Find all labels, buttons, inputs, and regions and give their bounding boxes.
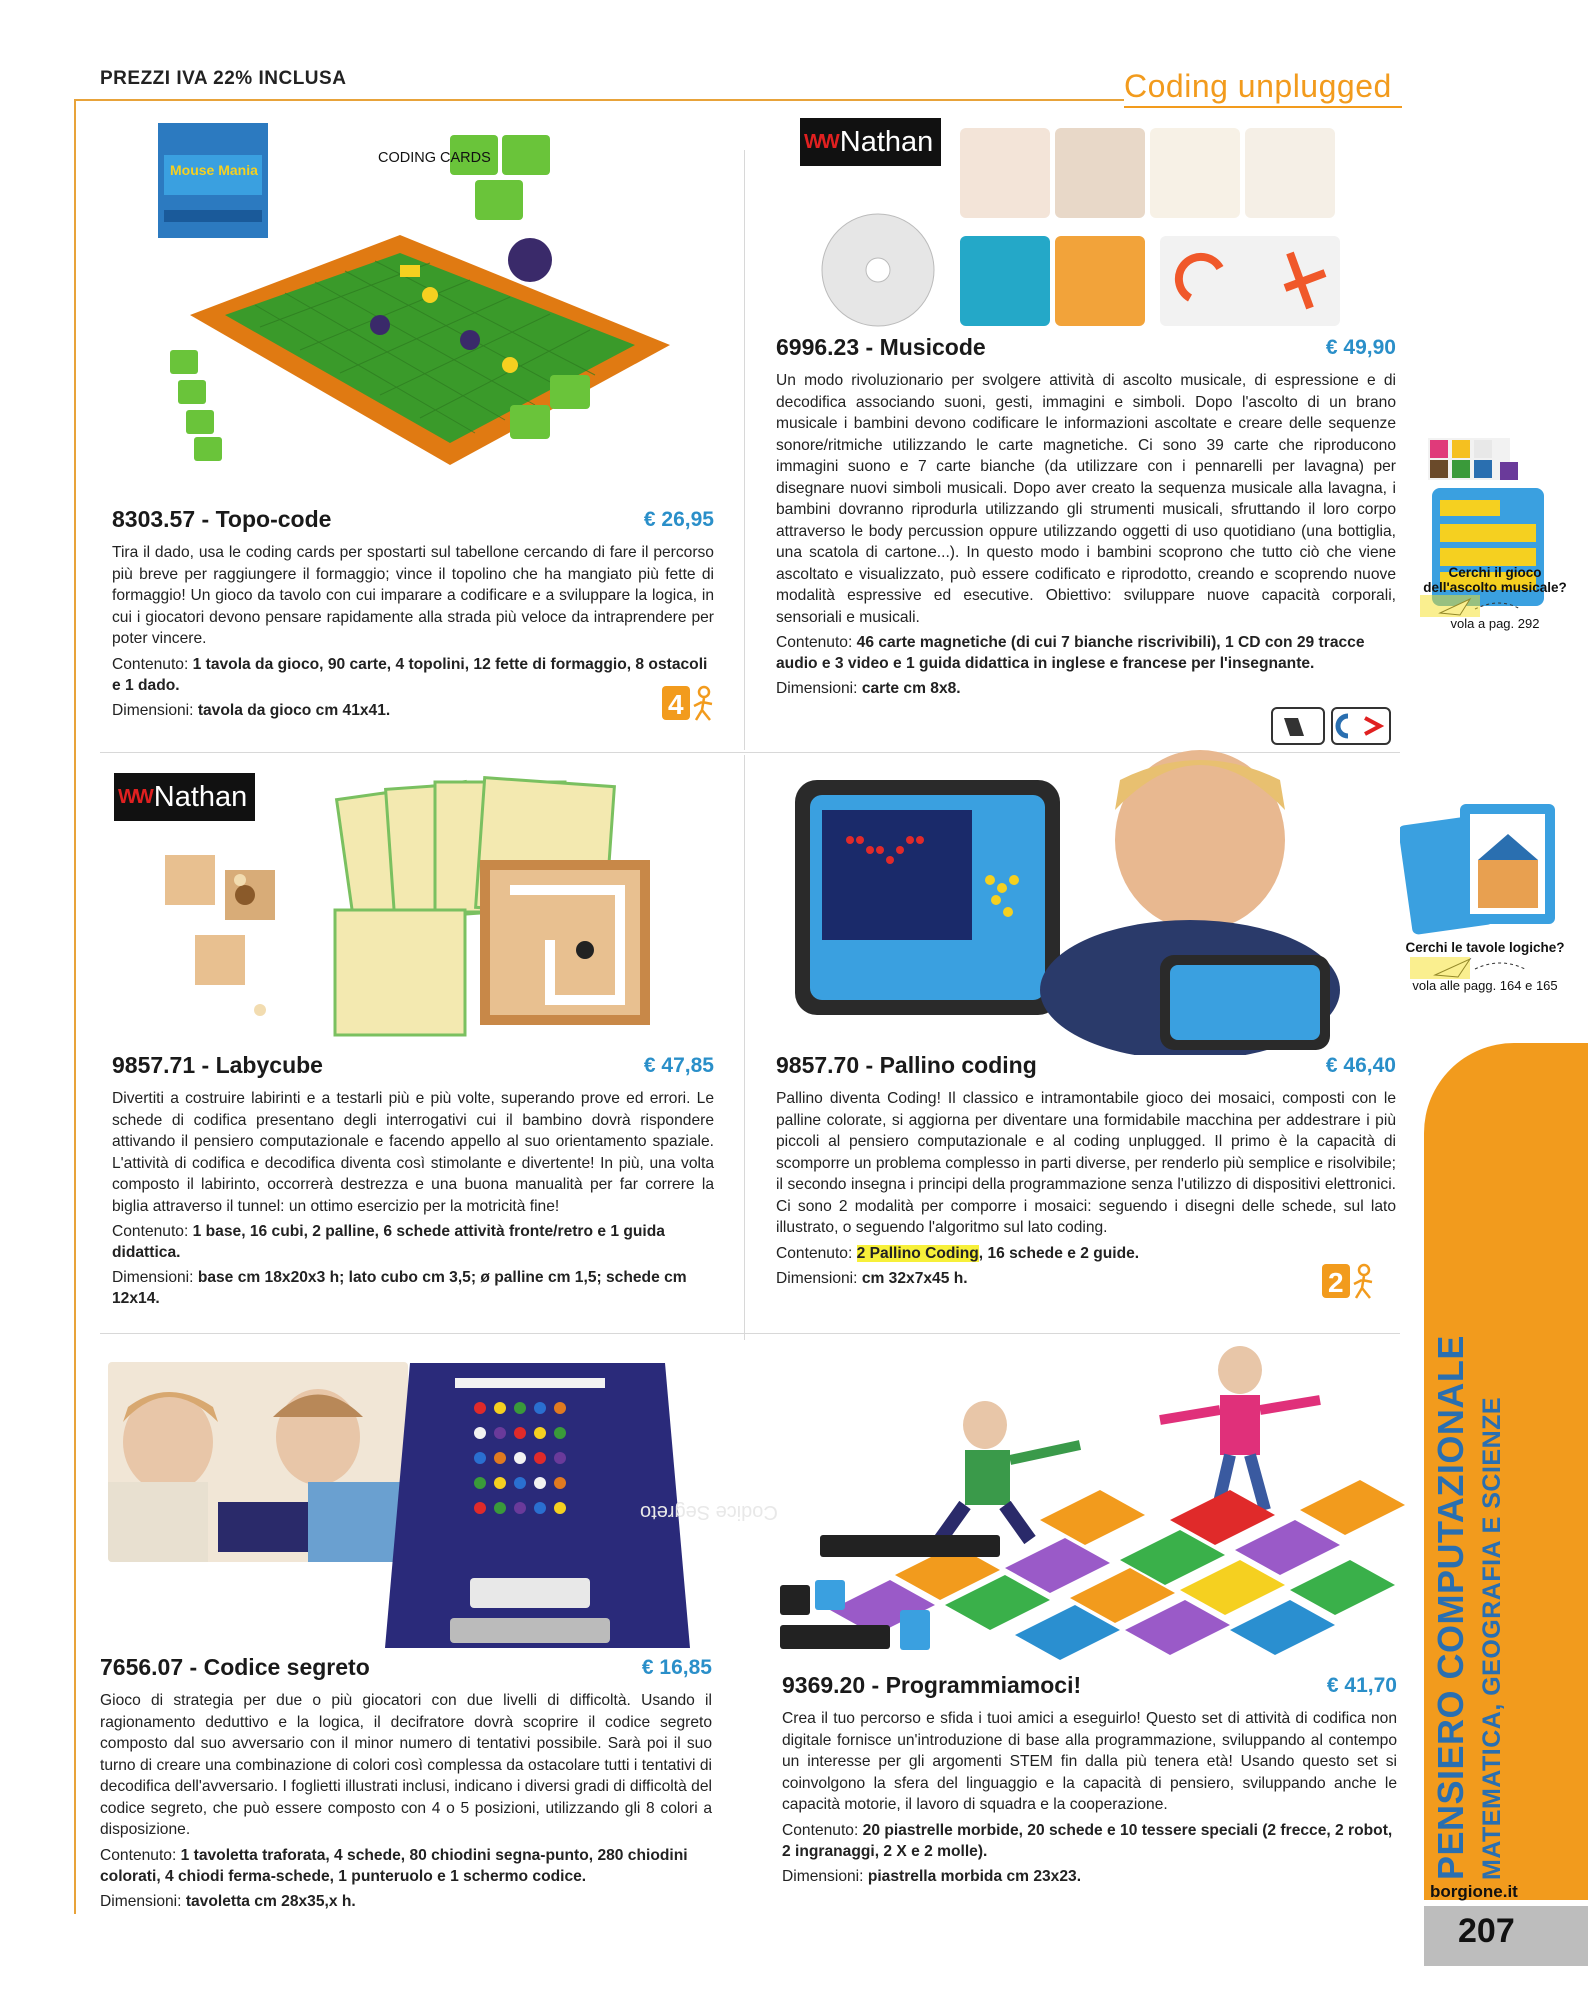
product-code: 7656.07 bbox=[100, 1654, 184, 1680]
topo-code-image bbox=[150, 115, 710, 470]
age-4-icon bbox=[662, 684, 722, 724]
product-title: 9857.71 - Labycube € 47,85 bbox=[112, 1052, 714, 1078]
sidebar-subtitle: MATEMATICA, GEOGRAFIA E SCIENZE bbox=[1478, 1396, 1506, 1880]
product-code: 9857.70 bbox=[776, 1052, 860, 1078]
product-description: Pallino diventa Coding! Il classico e intramontabile gioco dei mosaici, composti con le palline colorate, si aggiorna per diventare una formidabile macchina per addestrare i più piccoli al pensiero computazionale e al coding unplugged. Il primo è la capacità di scomporre un problema complesso in parti diverse, per renderlo più semplice e risolvibile; il secondo insegna i principi della programmazione senza l'utilizzo di dispositivi elettronici. Ci sono 2 modalità per comporre i mosaici: seguendo i disegni delle schede, sul lato illustrato, o seguendo l'algoritmo sul lato coding. bbox=[776, 1090, 1396, 1236]
coding-cards-label: CODING CARDS bbox=[378, 150, 491, 166]
product-codice-segreto bbox=[100, 1654, 712, 1912]
product-title: 9857.70 - Pallino coding € 46,40 bbox=[776, 1052, 1396, 1078]
product-code: 9857.71 bbox=[112, 1052, 196, 1078]
svg-text:Mouse Mania: Mouse Mania bbox=[170, 162, 258, 178]
product-name: Pallino coding bbox=[879, 1052, 1037, 1078]
header-divider bbox=[74, 99, 1124, 101]
codice-segreto-logo: Codice Segreto bbox=[640, 1501, 778, 1523]
column-divider-middle bbox=[744, 755, 745, 1340]
nathan-logo: WW Nathan bbox=[800, 118, 941, 166]
product-labycube bbox=[112, 1052, 714, 1309]
section-title-underline bbox=[1124, 106, 1402, 108]
side-ad-listening[interactable] bbox=[1420, 438, 1570, 631]
product-content: Contenuto: 1 base, 16 cubi, 2 palline, 6 schede attività fronte/retro e 1 guida didattica. bbox=[112, 1223, 665, 1261]
age-2-icon bbox=[1322, 1262, 1382, 1302]
musicode-cd-image bbox=[820, 210, 940, 330]
row-divider-2 bbox=[100, 1333, 1400, 1334]
side-ad-logic-tables[interactable] bbox=[1400, 800, 1570, 993]
labycube-image bbox=[150, 770, 700, 1045]
svg-text:2: 2 bbox=[1328, 1267, 1344, 1298]
product-programmiamoci bbox=[782, 1672, 1397, 1887]
product-description: Crea il tuo percorso e sfida i tuoi amici a eseguirlo! Questo set di attività di codifica non digitale fornisce un'introduzione di base alla programmazione, sviluppando al contempo un interesse per gli argomenti STEM fin dalla più tenera età! Usando questo set si coinvolgono la sfera del linguaggio e la capacità di pensiero, sviluppando anche le capacità motorie, il lavoro di squadra e la cooperazione. bbox=[782, 1710, 1397, 1813]
product-description: Tira il dado, usa le coding cards per spostarti sul tabellone cercando di fare il percorso più breve per raggiungere il formaggio; vince il topolino che ha mangiato più fette di formaggio! Un gioco da tavolo con cui imparare a codificare e a sviluppare la logica, in cui i giocatori devono pensare rapidamente alla strada più veloce da intraprendere per poter vincere. bbox=[112, 544, 714, 647]
product-name: Programmiamoci! bbox=[885, 1672, 1082, 1698]
product-name: Musicode bbox=[879, 334, 986, 360]
codice-segreto-kids-photo bbox=[108, 1362, 408, 1562]
product-price: € 26,95 bbox=[643, 508, 714, 531]
product-dimensions: Dimensioni: tavoletta cm 28x35,x h. bbox=[100, 1892, 356, 1910]
product-price: € 46,40 bbox=[1325, 1054, 1396, 1077]
side-ad-question: Cerchi le tavole logiche? bbox=[1405, 940, 1565, 955]
column-divider-top bbox=[744, 150, 745, 750]
product-title: 7656.07 - Codice segreto € 16,85 bbox=[100, 1654, 712, 1680]
product-title: 6996.23 - Musicode € 49,90 bbox=[776, 334, 1396, 360]
product-dimensions: Dimensioni: piastrella morbida cm 23x23. bbox=[782, 1867, 1082, 1885]
musicode-cards-image bbox=[960, 128, 1360, 328]
product-description: Divertiti a costruire labirinti e a testarli più e più volte, superando prove ed errori. Le schede di codifica presentano degli interrogativi cui il bambino dovrà rispondere attivando il pensiero computazionale e facendo appello al suo orientamento spaziale. L'attività di codifica e decodifica diventa così stimolante e divertente! In più, una volta composto il labirinto, occorrerà destrezza e una buona manualità per far correre la biglia attraverso il tunnel: un ottimo esercizio per la motricità fine! bbox=[112, 1090, 714, 1215]
paper-plane-icon bbox=[1400, 955, 1570, 979]
pallino-coding-image bbox=[790, 740, 1390, 1055]
product-title: 9369.20 - Programmiamoci! € 41,70 bbox=[782, 1672, 1397, 1698]
product-topo-code bbox=[112, 506, 714, 721]
product-price: € 16,85 bbox=[641, 1656, 712, 1679]
product-dimensions: Dimensioni: carte cm 8x8. bbox=[776, 680, 961, 697]
product-name: Codice segreto bbox=[203, 1654, 370, 1680]
product-code: 6996.23 bbox=[776, 334, 860, 360]
product-price: € 49,90 bbox=[1325, 336, 1396, 359]
prices-note: PREZZI IVA 22% INCLUSA bbox=[100, 68, 347, 89]
product-price: € 47,85 bbox=[643, 1054, 714, 1077]
product-content: Contenuto: 2 Pallino Coding, 16 schede e 2 guide. bbox=[776, 1244, 1140, 1262]
product-dimensions: Dimensioni: tavola da gioco cm 41x41. bbox=[112, 701, 391, 719]
nathan-logo: WW Nathan bbox=[114, 773, 255, 821]
side-ad-question: Cerchi il gioco dell'ascolto musicale? bbox=[1423, 565, 1567, 595]
product-description: Gioco di strategia per due o più giocatori con due livelli di difficoltà. Usando il ragionamento deduttivo e la logica, il decifratore dovrà scoprire il codice segreto composto dal suo avversario con il minor numero di tentativi possibile. Sarà poi il suo turno di creare una combinazione di colori così complessa da ostacolare tutti i tentativi di decodifica dell'avversario. I foglietti illustrati inclusi, indicano i diversi gradi di difficoltà del codice segreto, che può essere composto con 4 o 5 posizioni, utilizzando gli 8 colori a disposizione. bbox=[100, 1692, 712, 1838]
product-price: € 41,70 bbox=[1326, 1674, 1397, 1697]
product-dimensions: Dimensioni: cm 32x7x45 h. bbox=[776, 1269, 968, 1287]
product-title: 8303.57 - Topo-code € 26,95 bbox=[112, 506, 714, 532]
product-name: Topo-code bbox=[215, 506, 332, 532]
page-number: 207 bbox=[1458, 1912, 1515, 1950]
product-content: Contenuto: 1 tavoletta traforata, 4 schede, 80 chiodini segna-punto, 280 chiodini colorati, 4 chiodi ferma-schede, 1 punteruolo e 1 schermo codice. bbox=[100, 1846, 688, 1885]
product-content: Contenuto: 20 piastrelle morbide, 20 schede e 10 tessere speciali (2 frecce, 2 robot, 2 ingranaggi, 2 X e 2 molle). bbox=[782, 1821, 1393, 1860]
website-label[interactable]: borgione.it bbox=[1430, 1882, 1518, 1901]
section-title: Coding unplugged bbox=[1124, 68, 1392, 104]
product-code: 8303.57 bbox=[112, 506, 196, 532]
programmiamoci-image bbox=[760, 1340, 1425, 1670]
svg-text:4: 4 bbox=[668, 689, 684, 720]
product-pallino-coding bbox=[776, 1052, 1396, 1289]
product-musicode bbox=[776, 334, 1396, 699]
left-margin-line bbox=[74, 99, 76, 1914]
product-name: Labycube bbox=[215, 1052, 323, 1078]
product-description: Un modo rivoluzionario per svolgere attività di ascolto musicale, di espressione e di decodifica associando suoni, gesti, immagini e simboli. Dopo l'ascolto di un brano musicale i bambini devono codificare le informazioni ascoltate e creare delle sequenze sonore/ritmiche utilizzando le carte magnetiche. Ci sono 39 carte che riproducono immagini suono e 7 carte bianche (da utilizzare con i pennarelli per lavagna) per disegnare nuovi simboli musicali. Dopo aver creato la sequenza musicale alla lavagna, i bambini dovranno riprodurla utilizzando gli strumenti musicali, sfruttando il loro corpo attraverso le body percussion oppure utilizzando oggetti di uso quotidiano (una bottiglia, una scatola di cartone...). In questo modo i bambini scoprono che tutto ciò che viene ascoltato e visualizzato, può essere codificato e riprodotto, creando e scoprendo nuove modalità espressive ed esecutive. Obiettivo: sviluppare nuove capacità corporali, sensoriali e musicali. bbox=[776, 372, 1396, 626]
paper-plane-icon bbox=[1420, 595, 1570, 617]
side-ad-link[interactable]: vola a pag. 292 bbox=[1450, 616, 1540, 631]
product-dimensions: Dimensioni: base cm 18x20x3 h; lato cubo cm 3,5; ø palline cm 1,5; schede cm 12x14. bbox=[112, 1269, 687, 1307]
product-content: Contenuto: 1 tavola da gioco, 90 carte, 4 topolini, 12 fette di formaggio, 8 ostacoli e 1 dado. bbox=[112, 655, 708, 694]
sidebar-title: PENSIERO COMPUTAZIONALE bbox=[1430, 1335, 1471, 1880]
product-content: Contenuto: 46 carte magnetiche (di cui 7 bianche riscrivibili), 1 CD con 29 tracce audio e 3 video e 1 guida didattica in inglese e francese per l'insegnante. bbox=[776, 634, 1365, 672]
side-ad-link[interactable]: vola alle pagg. 164 e 165 bbox=[1412, 978, 1558, 993]
product-code: 9369.20 bbox=[782, 1672, 866, 1698]
